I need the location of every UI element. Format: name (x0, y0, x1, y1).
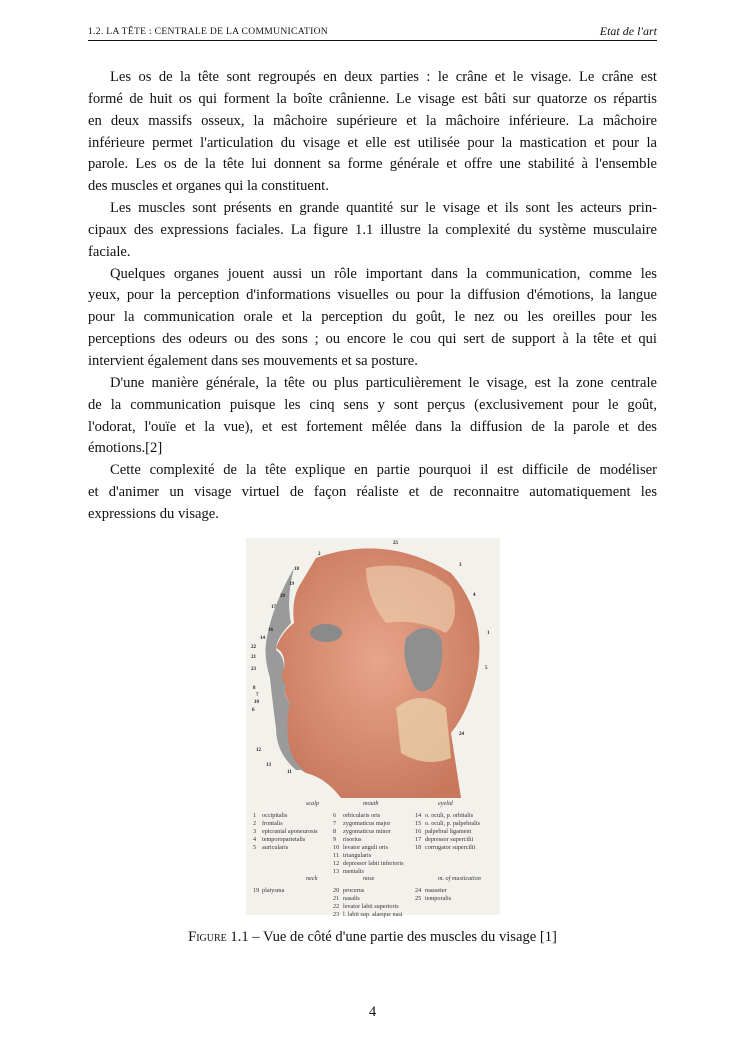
legend-number: 23 (333, 911, 340, 918)
figure-label: 16 (268, 628, 273, 633)
body-text (88, 67, 657, 526)
text-line: expressions du visage. (88, 505, 219, 522)
legend-heading: scalp (306, 800, 320, 807)
text-line: en deux massifs osseux, la mâchoire supérieure et la mâchoire inférieure. La mâchoire (88, 112, 657, 129)
legend-muscle-name: levator anguli oris (343, 844, 389, 851)
legend-muscle-name: palpebral ligament (425, 828, 472, 835)
legend-muscle-name: o. oculi, p. palpebralis (425, 820, 480, 827)
legend-muscle-name: triangularis (343, 852, 372, 859)
legend-muscle-name: zygomaticus major (343, 820, 391, 827)
legend-number: 1 (253, 812, 257, 819)
text-line: formé de huit os qui forment la boîte crânienne. Le visage est bâti sur quatorze os répartis (88, 90, 657, 107)
figure-label: 21 (251, 655, 256, 660)
legend-muscle-name: levator labii superioris (343, 903, 399, 910)
page-number: 4 (368, 1004, 377, 1020)
figure-label: 23 (251, 667, 256, 672)
text-line: Cette complexité de la tête explique en partie pourquoi il est difficile de modéliser (110, 462, 657, 479)
text-line: cipaux des expressions faciales. La figure 1.1 illustre la complexité du système musculaire (88, 221, 657, 238)
figure-label: 11 (287, 770, 292, 775)
running-header-section: 1.2. LA TÊTE : CENTRALE DE LA COMMUNICATION (88, 26, 329, 37)
text-line: D'une manière générale, la tête ou plus particulièrement le visage, est la zone centrale (110, 374, 657, 391)
text-line: de la communication puisque les cinq sens y sont perçus (exclusivement pour le goût, (88, 396, 657, 413)
legend-muscle-name: mentalis (343, 868, 364, 875)
legend-number: 15 (415, 820, 422, 827)
legend-number: 2 (253, 820, 257, 827)
text-line: Quelques organes jouent aussi un rôle important dans la communication, comme les (110, 265, 657, 282)
figure-label: 8 (253, 686, 256, 691)
header-rule (88, 40, 657, 41)
legend-muscle-name: l. labii sup. alaeque nasi (343, 911, 403, 918)
figure-label: 24 (459, 732, 464, 737)
legend-number: 22 (333, 903, 340, 910)
legend-number: 5 (253, 844, 257, 851)
figure-label: 6 (252, 708, 255, 713)
figure-label: 18 (294, 567, 299, 572)
text-line: intervient également dans ses mouvements et sa posture. (88, 352, 418, 369)
legend-number: 11 (333, 852, 339, 859)
legend-heading: m. of mastication (438, 875, 481, 882)
legend-muscle-name: orbicularis oris (343, 812, 381, 819)
legend-number: 14 (415, 812, 422, 819)
figure-label: 22 (251, 645, 256, 650)
text-line: pour la communication orale et la perception du goût, le nez ou les oreilles pour les (88, 309, 657, 326)
text-line: et d'animer un visage virtuel de façon réaliste et de reconnaitre automatiquement les (88, 484, 657, 501)
legend-number: 18 (415, 844, 422, 851)
figure-label: 5 (485, 666, 488, 671)
legend-heading: eyelid (438, 800, 453, 807)
figure-facial-muscles (246, 538, 500, 918)
figure-label: 4 (473, 593, 476, 598)
figure-caption (0, 929, 745, 946)
legend-muscle-name: auricularis (262, 844, 289, 851)
caption-label: Figure 1.1 (188, 929, 249, 945)
figure-label: 12 (256, 748, 261, 753)
legend-number: 16 (415, 828, 422, 835)
legend-muscle-name: nasalis (343, 895, 360, 902)
legend-number: 4 (253, 836, 257, 843)
caption-text: – Vue de côté d'une partie des muscles du visage [1] (248, 929, 557, 945)
legend-muscle-name: masseter (425, 887, 447, 894)
text-line: des muscles et organes qui la constituent. (88, 178, 329, 195)
legend-number: 24 (415, 887, 422, 894)
figure-label: 2 (318, 552, 321, 557)
legend-muscle-name: temporoparietalis (262, 836, 306, 843)
figure-label: 25 (393, 541, 398, 546)
legend-number: 7 (333, 820, 337, 827)
legend-number: 19 (253, 887, 260, 894)
legend-muscle-name: risorius (343, 836, 362, 843)
legend-muscle-name: epicranial aponeurosis (262, 828, 318, 835)
legend-muscle-name: frontalis (262, 820, 283, 827)
text-line: émotions.[2] (88, 440, 163, 457)
legend-number: 25 (415, 895, 422, 902)
text-line: faciale. (88, 243, 131, 260)
head-muscle-illustration (246, 538, 500, 798)
running-header-chapter: Etat de l'art (599, 24, 657, 38)
figure-label: 14 (260, 636, 265, 641)
legend-heading: nose (363, 875, 375, 882)
legend-number: 12 (333, 860, 340, 867)
legend-number: 3 (253, 828, 257, 835)
text-line: inférieure permet l'articulation du visage et elle est utilisée pour la mastication et pour la (88, 134, 657, 151)
text-line: Les os de la tête sont regroupés en deux parties : le crâne et le visage. Le crâne est (110, 69, 657, 85)
legend-muscle-name: corrugator supercilii (425, 844, 476, 851)
legend-muscle-name: o. oculi, p. orbitalis (425, 812, 474, 819)
paragraph (88, 264, 657, 373)
legend-number: 10 (333, 844, 340, 851)
legend-number: 17 (415, 836, 422, 843)
figure-label: 10 (254, 700, 259, 705)
figure-label: 20 (280, 594, 285, 599)
legend-number: 20 (333, 887, 340, 894)
figure-label: 17 (271, 605, 276, 610)
text-line: Les muscles sont présents en grande quantité sur le visage et ils sont les acteurs prin- (110, 200, 657, 217)
legend-muscle-name: depressor labii inferioris (343, 860, 404, 867)
text-line: parole. Les os de la tête lui donnent sa forme générale et offre une stabilité à l'ensemble (88, 156, 657, 173)
paragraph (88, 67, 657, 198)
text-line: yeux, pour la perception d'informations visuelles ou pour la diffusion d'émotions, la langue (88, 287, 657, 304)
legend-number: 13 (333, 868, 340, 875)
legend-number: 8 (333, 828, 337, 835)
legend-muscle-name: procerus (343, 887, 365, 894)
legend-number: 9 (333, 836, 337, 843)
legend-muscle-name: zygomaticus minor (343, 828, 391, 835)
legend-heading: mouth (363, 800, 379, 807)
paragraph (88, 198, 657, 264)
figure-label: 1 (487, 631, 490, 636)
legend-muscle-name: platysma (262, 887, 285, 894)
figure-label: 13 (266, 763, 271, 768)
legend-muscle-name: occipitalis (262, 812, 288, 819)
legend-muscle-name: temporalis (425, 895, 452, 902)
paragraph (88, 460, 657, 526)
figure-label: 19 (289, 582, 294, 587)
legend-number: 21 (333, 895, 340, 902)
legend-heading: neck (306, 875, 318, 882)
paragraph (88, 373, 657, 460)
figure-label: 3 (459, 563, 462, 568)
legend-number: 6 (333, 812, 337, 819)
text-line: perceptions des odeurs ou des sons ; ou encore le cou qui sert de support à la tête et qui (88, 331, 657, 348)
figure-label: 7 (256, 693, 259, 698)
text-line: l'odorat, l'ouïe et la vue), et est fortement mêlée dans la diffusion de la parole et des (88, 418, 657, 435)
legend-muscle-name: depressor supercilii (425, 836, 474, 843)
